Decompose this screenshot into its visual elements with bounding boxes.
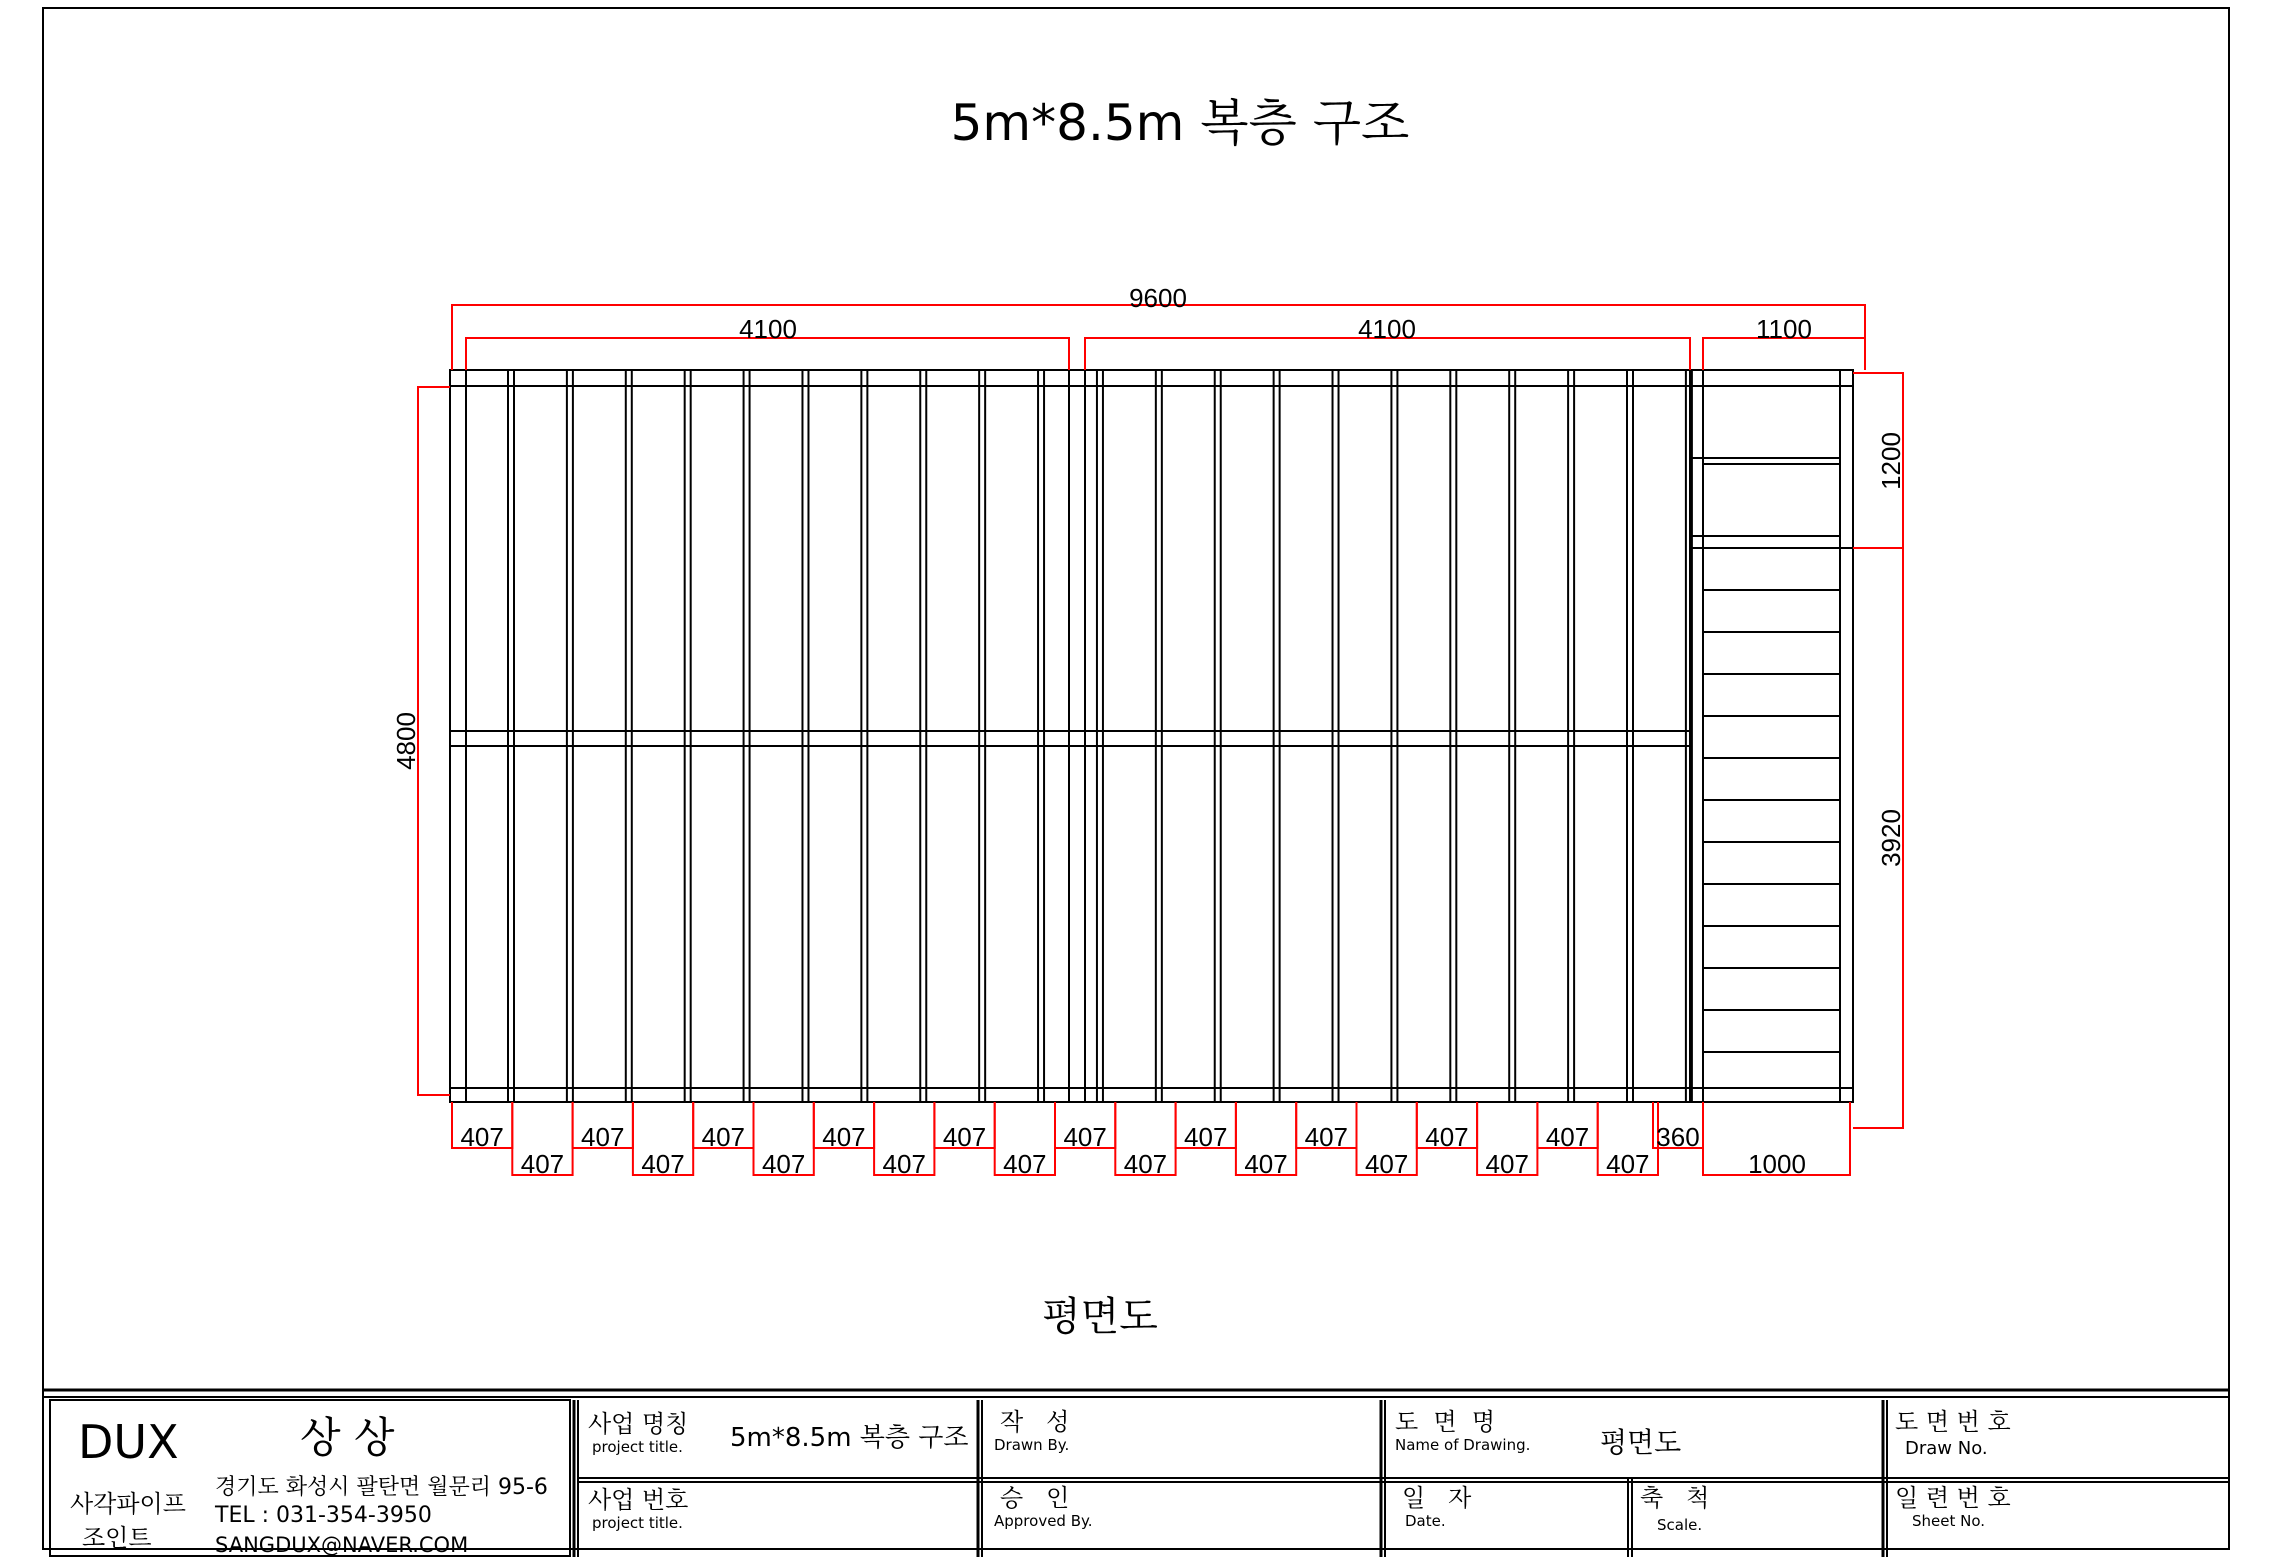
scale-label: 축 척 [1640, 1484, 1710, 1512]
drawing-name-label: 도 면 명 [1395, 1408, 1496, 1436]
date-label: 일 자 [1402, 1484, 1472, 1512]
landing [1690, 458, 1840, 536]
bay-dim-text: 407 [1485, 1149, 1529, 1179]
bay-dim-text: 407 [1545, 1122, 1590, 1152]
dim-end-bay-text: 360 [1656, 1122, 1700, 1152]
bay-dim-text: 407 [1244, 1149, 1288, 1179]
approved-label: 승 인 [1000, 1484, 1070, 1512]
dim-section-right-text: 4100 [1358, 314, 1416, 344]
dim-height-text: 4800 [391, 712, 421, 770]
drawing-name-en: Name of Drawing. [1395, 1436, 1531, 1454]
approved-en: Approved By. [994, 1512, 1093, 1530]
company-line1: 사각파이프 [70, 1490, 186, 1518]
project-no-label: 사업 번호 [588, 1486, 689, 1514]
brand-korean: 상 상 [300, 1413, 395, 1462]
plan-outline [450, 370, 1853, 1102]
floor-plan [450, 370, 1853, 1102]
brand-logo: DUX [78, 1415, 179, 1469]
bay-dim-text: 407 [1364, 1149, 1409, 1179]
bay-dim-text: 407 [1184, 1122, 1228, 1152]
sheet-no-en: Sheet No. [1912, 1512, 1986, 1530]
bay-dim-text: 407 [581, 1122, 625, 1152]
bay-dim-text: 407 [822, 1122, 866, 1152]
dim-stair-run-text: 3920 [1876, 809, 1906, 867]
drawn-label: 작 성 [1000, 1408, 1070, 1436]
bay-dim-text: 407 [761, 1149, 806, 1179]
dimensions [418, 305, 1903, 1175]
drawing-title: 5m*8.5m 복층 구조 [950, 94, 1410, 152]
scale-en: Scale. [1657, 1516, 1703, 1534]
project-title-value: 5m*8.5m 복층 구조 [730, 1423, 969, 1453]
project-title-en: project title. [592, 1438, 683, 1456]
bay-dim-text: 407 [1606, 1149, 1650, 1179]
dim-stair-width-text: 1100 [1756, 314, 1812, 344]
drawn-en: Drawn By. [994, 1436, 1070, 1454]
bay-dim-text: 407 [942, 1122, 987, 1152]
bay-dim-text: 407 [1304, 1122, 1349, 1152]
drawing-name-value: 평면도 [1600, 1426, 1682, 1459]
bay-dim-text: 407 [1063, 1122, 1107, 1152]
dim-stair-bottom-text: 1000 [1748, 1149, 1806, 1179]
draw-no-en: Draw No. [1905, 1438, 1988, 1459]
bay-dim-text: 407 [520, 1149, 565, 1179]
company-line2: 조인트 [82, 1524, 152, 1552]
bay-dim-text: 407 [1003, 1149, 1047, 1179]
dim-line-height [418, 387, 450, 1095]
address: 경기도 화성시 팔탄면 월문리 95-6 [215, 1475, 548, 1500]
project-title-label: 사업 명칭 [588, 1410, 689, 1438]
date-en: Date. [1405, 1512, 1446, 1530]
stair-frame [1690, 370, 1853, 1102]
stair-treads [1703, 590, 1840, 1052]
view-label: 평면도 [1042, 1294, 1158, 1340]
dim-landing-text: 1200 [1876, 432, 1906, 490]
draw-no-label: 도 면 번 호 [1895, 1408, 2011, 1436]
bay-dimensions [452, 1102, 1658, 1175]
dim-overall-text: 9600 [1129, 283, 1187, 313]
sheet-no-label: 일 련 번 호 [1895, 1484, 2011, 1512]
bay-dim-text: 407 [641, 1149, 685, 1179]
tel: TEL : 031-354-3950 [215, 1503, 432, 1528]
bay-dim-text: 407 [1123, 1149, 1168, 1179]
bay-dim-text: 407 [460, 1122, 504, 1152]
bay-dim-text: 407 [701, 1122, 746, 1152]
bay-dim-text: 407 [882, 1149, 926, 1179]
joists [508, 370, 1692, 1102]
email: SANGDUX@NAVER.COM [215, 1533, 469, 1557]
dim-section-left-text: 4100 [739, 314, 797, 344]
bay-dim-text: 407 [1425, 1122, 1469, 1152]
project-no-en: project title. [592, 1514, 683, 1532]
